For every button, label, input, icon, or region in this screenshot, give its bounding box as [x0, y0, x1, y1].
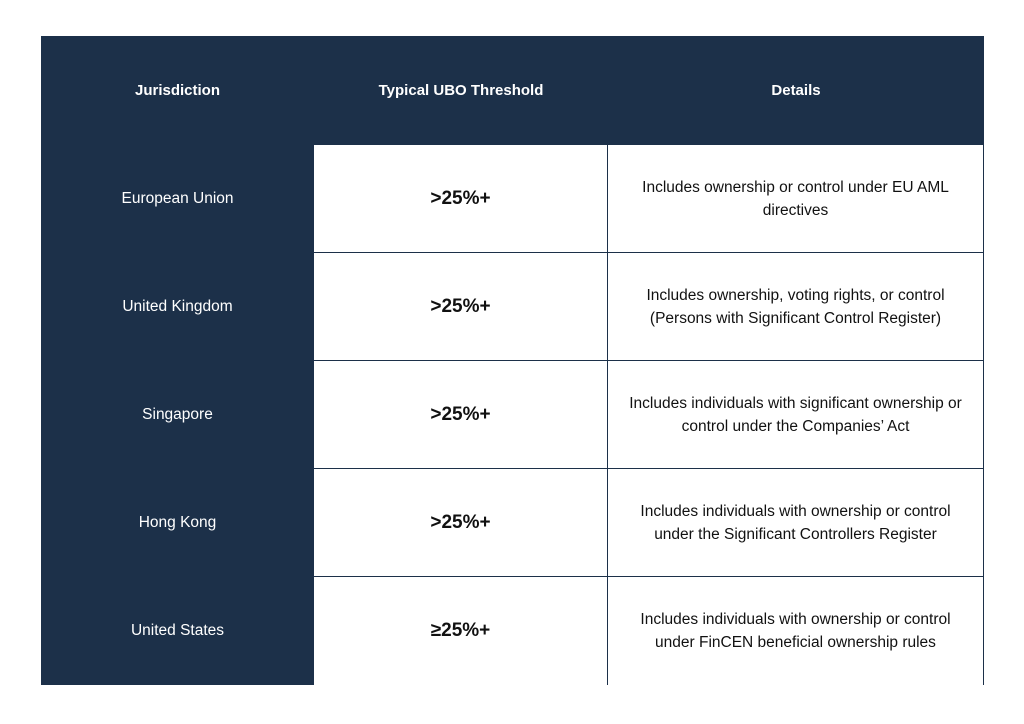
header-threshold: Typical UBO Threshold — [314, 36, 608, 145]
table-grid — [41, 36, 984, 684]
header-jurisdiction: Jurisdiction — [41, 36, 314, 145]
row-jurisdiction: European Union — [41, 145, 314, 253]
row-details — [608, 253, 984, 361]
row-threshold: ≥25%+ — [314, 577, 608, 685]
row-jurisdiction: Hong Kong — [41, 469, 314, 577]
details-line: under FinCEN beneficial ownership rules — [655, 634, 936, 651]
row-threshold: >25%+ — [314, 253, 608, 361]
details-line: control under the Companies’ Act — [681, 417, 910, 435]
details-line: Includes ownership or control under EU AML — [642, 178, 949, 196]
ubo-threshold-table — [41, 36, 984, 684]
row-jurisdiction: Singapore — [41, 361, 314, 469]
row-details — [608, 469, 984, 577]
details-line: under the Significant Controllers Register — [654, 525, 937, 543]
row-jurisdiction: United States — [41, 577, 314, 685]
row-threshold: >25%+ — [314, 361, 608, 469]
row-threshold: >25%+ — [314, 145, 608, 253]
details-line: Includes individuals with significant ownership or — [629, 394, 962, 412]
row-details — [608, 361, 984, 469]
details-line: Includes individuals with ownership or control — [640, 611, 951, 628]
details-line: (Persons with Significant Control Register) — [649, 309, 942, 327]
details-line: Includes individuals with ownership or control — [640, 502, 951, 520]
row-details — [608, 145, 984, 253]
row-jurisdiction: United Kingdom — [41, 253, 314, 361]
row-threshold: >25%+ — [314, 469, 608, 577]
details-line: Includes ownership, voting rights, or control — [646, 286, 945, 304]
row-details — [608, 577, 984, 685]
header-details: Details — [608, 36, 984, 145]
details-line: directives — [762, 201, 829, 219]
